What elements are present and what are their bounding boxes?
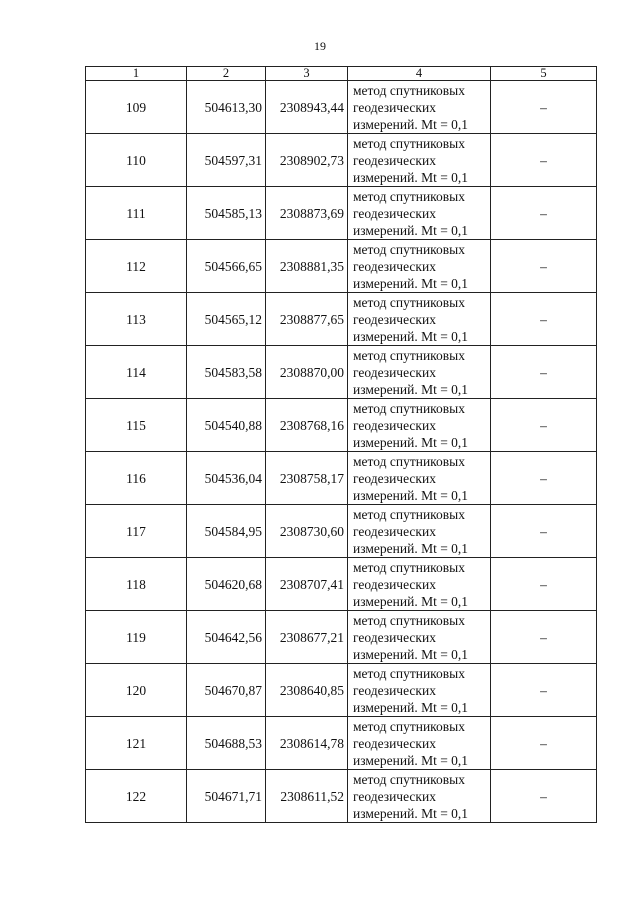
table-row	[86, 558, 597, 611]
note-cell: –	[491, 240, 597, 293]
note-cell: –	[491, 134, 597, 187]
note-cell: –	[491, 770, 597, 823]
y-coordinate-cell: 2308730,60	[266, 505, 348, 558]
header-cell-4: 4	[348, 67, 491, 81]
point-number-cell: 121	[86, 717, 187, 770]
note-cell: –	[491, 399, 597, 452]
point-number-cell: 120	[86, 664, 187, 717]
x-coordinate-cell: 504583,58	[187, 346, 266, 399]
y-coordinate-cell: 2308611,52	[266, 770, 348, 823]
table-row	[86, 399, 597, 452]
point-number-cell: 114	[86, 346, 187, 399]
note-cell: –	[491, 187, 597, 240]
y-coordinate-cell: 2308614,78	[266, 717, 348, 770]
header-cell-2: 2	[187, 67, 266, 81]
note-cell: –	[491, 558, 597, 611]
x-coordinate-cell: 504642,56	[187, 611, 266, 664]
method-cell: метод спутниковых геодезических измерений. Mt = 0,1	[348, 664, 491, 717]
table-row	[86, 240, 597, 293]
point-number-cell: 119	[86, 611, 187, 664]
method-cell: метод спутниковых геодезических измерений. Mt = 0,1	[348, 717, 491, 770]
point-number-cell: 116	[86, 452, 187, 505]
method-cell: метод спутниковых геодезических измерений. Mt = 0,1	[348, 505, 491, 558]
x-coordinate-cell: 504540,88	[187, 399, 266, 452]
table-row	[86, 770, 597, 823]
y-coordinate-cell: 2308877,65	[266, 293, 348, 346]
y-coordinate-cell: 2308677,21	[266, 611, 348, 664]
point-number-cell: 115	[86, 399, 187, 452]
note-cell: –	[491, 81, 597, 134]
header-cell-3: 3	[266, 67, 348, 81]
note-cell: –	[491, 611, 597, 664]
x-coordinate-cell: 504584,95	[187, 505, 266, 558]
y-coordinate-cell: 2308707,41	[266, 558, 348, 611]
note-cell: –	[491, 717, 597, 770]
x-coordinate-cell: 504585,13	[187, 187, 266, 240]
table-row	[86, 346, 597, 399]
method-cell: метод спутниковых геодезических измерений. Mt = 0,1	[348, 346, 491, 399]
x-coordinate-cell: 504536,04	[187, 452, 266, 505]
point-number-cell: 117	[86, 505, 187, 558]
point-number-cell: 112	[86, 240, 187, 293]
method-cell: метод спутниковых геодезических измерений. Mt = 0,1	[348, 240, 491, 293]
method-cell: метод спутниковых геодезических измерений. Mt = 0,1	[348, 293, 491, 346]
method-cell: метод спутниковых геодезических измерений. Mt = 0,1	[348, 611, 491, 664]
table-row	[86, 717, 597, 770]
point-number-cell: 122	[86, 770, 187, 823]
method-cell: метод спутниковых геодезических измерений. Mt = 0,1	[348, 558, 491, 611]
table-row	[86, 505, 597, 558]
y-coordinate-cell: 2308873,69	[266, 187, 348, 240]
x-coordinate-cell: 504613,30	[187, 81, 266, 134]
table-row	[86, 187, 597, 240]
table-row	[86, 134, 597, 187]
table-row	[86, 81, 597, 134]
page-number: 19	[314, 39, 326, 53]
table-row	[86, 293, 597, 346]
note-cell: –	[491, 664, 597, 717]
method-cell: метод спутниковых геодезических измерений. Mt = 0,1	[348, 134, 491, 187]
note-cell: –	[491, 346, 597, 399]
table-header-row	[86, 67, 597, 81]
x-coordinate-cell: 504620,68	[187, 558, 266, 611]
y-coordinate-cell: 2308768,16	[266, 399, 348, 452]
table-row	[86, 611, 597, 664]
y-coordinate-cell: 2308640,85	[266, 664, 348, 717]
method-cell: метод спутниковых геодезических измерений. Mt = 0,1	[348, 81, 491, 134]
method-cell: метод спутниковых геодезических измерений. Mt = 0,1	[348, 770, 491, 823]
y-coordinate-cell: 2308902,73	[266, 134, 348, 187]
y-coordinate-cell: 2308758,17	[266, 452, 348, 505]
note-cell: –	[491, 293, 597, 346]
point-number-cell: 109	[86, 81, 187, 134]
header-cell-5: 5	[491, 67, 597, 81]
header-cell-1: 1	[86, 67, 187, 81]
point-number-cell: 113	[86, 293, 187, 346]
note-cell: –	[491, 452, 597, 505]
method-cell: метод спутниковых геодезических измерений. Mt = 0,1	[348, 452, 491, 505]
x-coordinate-cell: 504688,53	[187, 717, 266, 770]
x-coordinate-cell: 504597,31	[187, 134, 266, 187]
table-row	[86, 452, 597, 505]
point-number-cell: 118	[86, 558, 187, 611]
x-coordinate-cell: 504566,65	[187, 240, 266, 293]
y-coordinate-cell: 2308943,44	[266, 81, 348, 134]
coordinates-table	[85, 66, 597, 823]
point-number-cell: 111	[86, 187, 187, 240]
y-coordinate-cell: 2308870,00	[266, 346, 348, 399]
point-number-cell: 110	[86, 134, 187, 187]
x-coordinate-cell: 504671,71	[187, 770, 266, 823]
x-coordinate-cell: 504565,12	[187, 293, 266, 346]
table-row	[86, 664, 597, 717]
method-cell: метод спутниковых геодезических измерений. Mt = 0,1	[348, 399, 491, 452]
note-cell: –	[491, 505, 597, 558]
y-coordinate-cell: 2308881,35	[266, 240, 348, 293]
method-cell: метод спутниковых геодезических измерений. Mt = 0,1	[348, 187, 491, 240]
x-coordinate-cell: 504670,87	[187, 664, 266, 717]
